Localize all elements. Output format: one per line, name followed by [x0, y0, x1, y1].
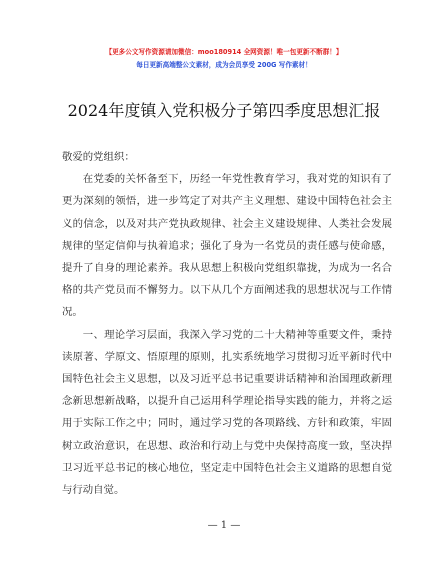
body-paragraph: 一、理论学习层面，我深入学习党的二十大精神等重要文件，秉持读原著、学原文、悟原理的原则，扎实系统地学习贯彻习近平新时代中国特色社会主义思想，以及习近平总书记重要讲话精神和治国理政新理念新思想新战略，以提升自己运用科学理论指导实践的能力，并将之运用于实际工作之中；同时，通过学习党的各项路线、方针和政策，牢固树立政治意识，在思想、政治和行动上与党中央保持高度一致，坚决捍卫习近平总书记的核心地位，坚定走中国特色社会主义道路的思想自觉与行动自觉。	[62, 328, 392, 497]
document-body	[62, 146, 392, 501]
salutation: 敬爱的党组织：	[62, 151, 135, 163]
page-number: — 1 —	[207, 520, 241, 531]
promo-banner-line-2: 每日更新高端整公文素材，成为会员享受 200G 写作素材！	[136, 61, 312, 69]
document-title: 2024年度镇入党积极分子第四季度思想汇报	[67, 101, 381, 120]
body-paragraph: 在党委的关怀备至下，历经一年党性教育学习，我对党的知识有了更为深刻的领悟，进一步笃定了对共产主义理想、建设中国特色社会主义的信念，以及对共产党执政规律、社会主义建设规律、人类社会发展规律的坚定信仰与执着追求；强化了身为一名党员的责任感与使命感，提升了自身的理论素养。我从思想上积极向党组织靠拢，为成为一名合格的共产党员而不懈努力。以下从几个方面阐述我的思想状况与工作情况。	[62, 173, 392, 319]
promo-banner-line-1: 【更多公文写作资源请加微信：moo180914 全网资源！唯一包更新不断群！】	[105, 48, 343, 56]
